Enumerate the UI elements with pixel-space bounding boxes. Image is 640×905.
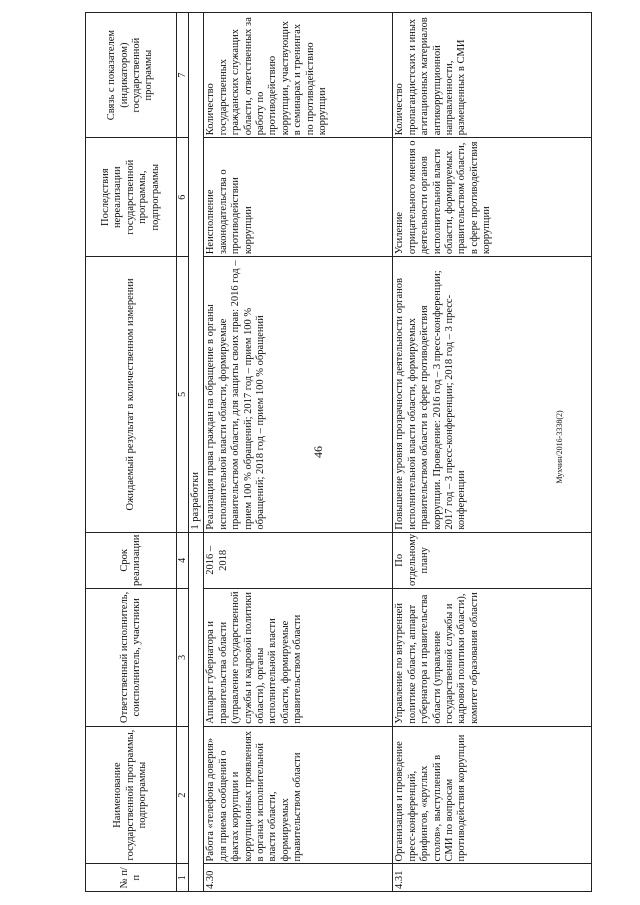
row-term: По отдельному плану — [393, 532, 592, 588]
header-term: Срок реализации — [86, 532, 177, 588]
footer-code: Мухчин/2016-3338(2) — [555, 410, 564, 484]
row-executor: Управление по внутренней политике области, аппарат губернатора и правительства области (управление государственной службы и кадровой политики области), комитет образования области — [393, 588, 592, 726]
header-num: № п/п — [86, 864, 177, 892]
row-num: 4.30 — [204, 864, 393, 892]
page-number: 46 — [311, 446, 325, 458]
header-result: Ожидаемый результат в количественном измерении — [86, 257, 177, 532]
column-number: 7 — [177, 13, 189, 138]
header-consequence: Последствия нереализации государственной программы, подпрограммы — [86, 138, 177, 257]
row-num: 4.31 — [393, 864, 592, 892]
column-number: 2 — [177, 726, 189, 864]
section-spacer — [189, 532, 204, 891]
row-indicator: Количество пропагандистских и иных агитационных материалов антикоррупционной направленности, размещенных в СМИ — [393, 13, 592, 138]
table-row — [204, 13, 393, 892]
header-indicator: Связь с показателем (индикатором) государственной программы — [86, 13, 177, 138]
row-result: Повышение уровня прозрачности деятельности органов исполнительной власти области, формируемых правительством области в сфере противодействия коррупции. Проведение: 2016 год – 3 пресс-конференции; 2017 год – 3 пресс-конференции; 2018 год – 3 пресс-конференции — [393, 257, 592, 532]
row-term: 2016 – 2018 — [204, 532, 393, 588]
header-executor: Ответственный исполнитель, соисполнитель, участники — [86, 588, 177, 726]
header-name: Наименование государственной программы, подпрограммы — [86, 726, 177, 864]
column-number: 3 — [177, 588, 189, 726]
column-number: 5 — [177, 257, 189, 532]
row-result: Реализация права граждан на обращение в органы исполнительной власти области, формируемые правительством области, для защиты своих прав: 2016 год – прием 100 % обращений; 2017 год – прием 100 % обращений; 2018 год – прием 100 % обращений — [204, 257, 393, 532]
row-name: Организация и проведение пресс-конференций, брифингов, «круглых столов», выступлений в СМИ по вопросам противодействия коррупции — [393, 726, 592, 864]
table-row — [393, 13, 592, 892]
column-number: 6 — [177, 138, 189, 257]
program-table — [85, 12, 592, 892]
column-number: 1 — [177, 864, 189, 892]
row-consequence: Неисполнение законодательства о противодействии коррупции — [204, 138, 393, 257]
section-note: 1 разработки — [189, 13, 204, 533]
row-executor: Аппарат губернатора и правительства области (управление государственной службы и кадровой политики области), органы исполнительной власти области, формируемые правительством области — [204, 588, 393, 726]
column-number: 4 — [177, 532, 189, 588]
rotated-table-container — [85, 12, 555, 892]
row-consequence: Усиление отрицательного мнения о деятельности органов исполнительной власти области, формируемых правительством области, в сфере противодействия коррупции — [393, 138, 592, 257]
row-indicator: Количество государственных гражданских служащих области, ответственных за работу по противодействию коррупции, участвующих в семинарах и тренингах по противодействию коррупции — [204, 13, 393, 138]
row-name: Работа «телефона доверия» для приема сообщений о фактах коррупции и коррупционных проявлениях в органах исполнительной власти области, формируемых правительством области — [204, 726, 393, 864]
